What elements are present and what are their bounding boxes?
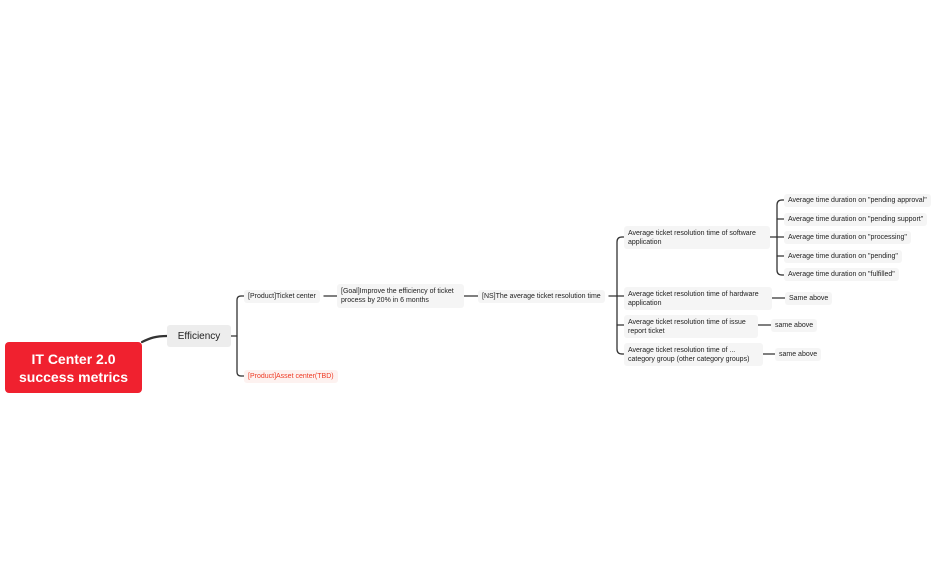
topic-metric-issue-report-label: Average ticket resolution time of issue report ticket xyxy=(628,318,746,335)
topic-note-other-groups[interactable] xyxy=(775,348,821,361)
topic-metric-other-groups-label: Average ticket resolution time of ... category group (other category groups) xyxy=(628,346,750,363)
root-topic-label: IT Center 2.0 success metrics xyxy=(19,350,128,385)
topic-duration-pending-approval-label: Average time duration on "pending approval" xyxy=(788,197,927,204)
topic-metric-issue-report[interactable] xyxy=(624,315,758,338)
topic-duration-fulfilled[interactable] xyxy=(784,268,899,281)
topic-duration-processing-label: Average time duration on "processing" xyxy=(788,234,907,241)
topic-note-issue-report[interactable] xyxy=(771,319,817,332)
topic-metric-hardware[interactable] xyxy=(624,287,772,310)
topic-duration-pending-approval[interactable] xyxy=(784,194,931,207)
topic-efficiency-label: Efficiency xyxy=(177,330,221,342)
topic-north-star-label: [NS]The average ticket resolution time xyxy=(482,293,601,300)
topic-duration-pending-label: Average time duration on "pending" xyxy=(788,253,898,260)
topic-metric-other-groups[interactable] xyxy=(624,343,763,366)
topic-efficiency[interactable] xyxy=(167,325,231,347)
topic-asset-center[interactable] xyxy=(244,370,338,383)
topic-goal-label: [Goal]Improve the efficiency of ticket process by 20% in 6 months xyxy=(341,288,454,304)
root-topic[interactable] xyxy=(5,342,142,393)
topic-note-hardware[interactable] xyxy=(785,292,832,305)
topic-metric-hardware-label: Average ticket resolution time of hardware application xyxy=(628,290,759,307)
topic-note-hardware-label: Same above xyxy=(789,295,829,302)
topic-north-star[interactable] xyxy=(478,290,605,303)
topic-ticket-center[interactable] xyxy=(244,290,320,303)
topic-goal[interactable] xyxy=(337,284,464,308)
topic-note-issue-report-label: same above xyxy=(775,322,814,329)
topic-metric-software[interactable] xyxy=(624,226,770,249)
topic-duration-pending-support-label: Average time duration on "pending support" xyxy=(788,216,924,223)
topic-metric-software-label: Average ticket resolution time of software application xyxy=(628,229,756,246)
topic-duration-pending[interactable] xyxy=(784,250,902,263)
topic-duration-pending-support[interactable] xyxy=(784,213,927,226)
topic-asset-center-label: [Product]Asset center(TBD) xyxy=(248,373,334,380)
topic-duration-fulfilled-label: Average time duration on "fulfilled" xyxy=(788,271,895,278)
topic-duration-processing[interactable] xyxy=(784,231,911,244)
topic-note-other-groups-label: same above xyxy=(779,351,818,358)
topic-ticket-center-label: [Product]Ticket center xyxy=(248,293,316,300)
